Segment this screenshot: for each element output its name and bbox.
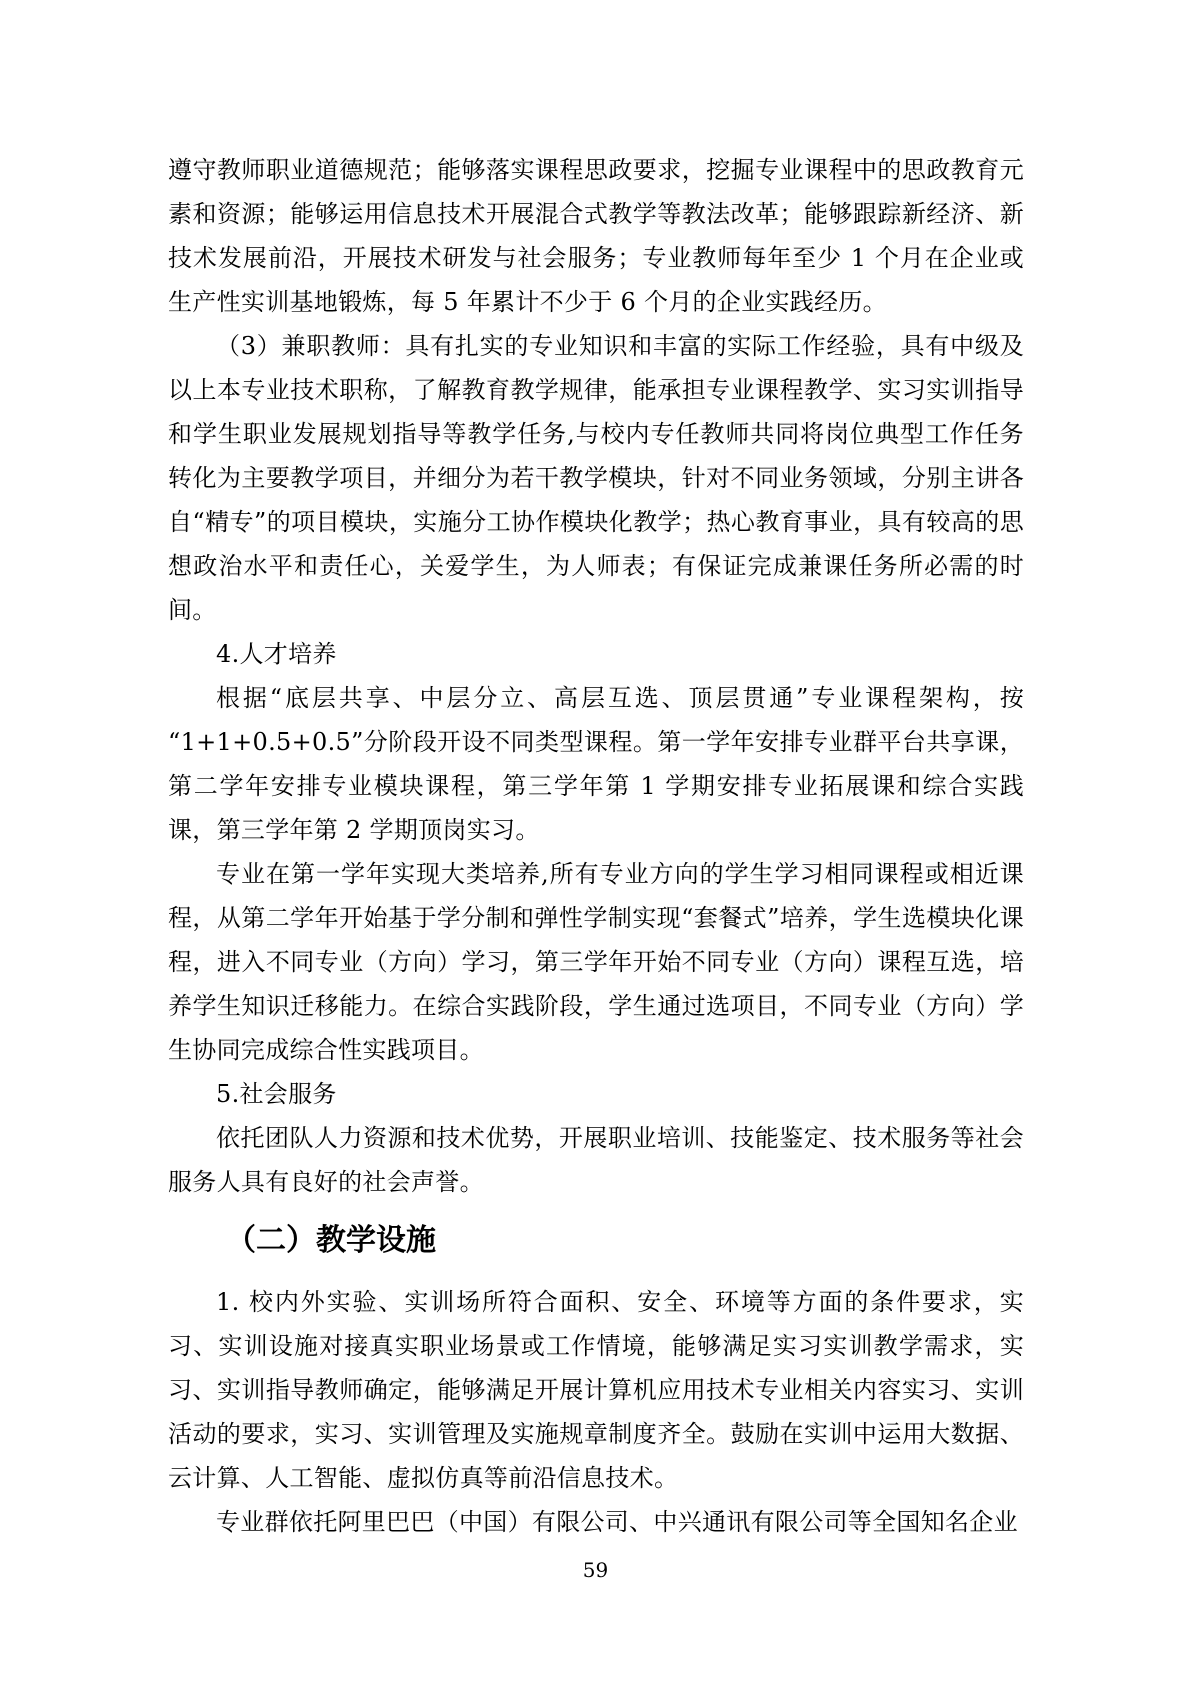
paragraph: 根据“底层共享、中层分立、高层互选、顶层贯通”专业课程架构，按“1+1+0.5+0.5”分阶段开设不同类型课程。第一学年安排专业群平台共享课，第二学年安排专业模块课程，第三学年第 1 学期安排专业拓展课和综合实践课，第三学年第 2 学期顶岗实习。 xyxy=(168,684,1024,844)
page-number: 59 xyxy=(582,1558,609,1582)
paragraph: 5.社会服务 xyxy=(216,1080,337,1108)
document-body xyxy=(168,148,1024,1544)
paragraph: 专业群依托阿里巴巴（中国）有限公司、中兴通讯有限公司等全国知名企业 xyxy=(216,1508,1018,1536)
paragraph: （3）兼职教师：具有扎实的专业知识和丰富的实际工作经验，具有中级及以上本专业技术职称，了解教育教学规律，能承担专业课程教学、实习实训指导和学生职业发展规划指导等教学任务,与校内专任教师共同将岗位典型工作任务转化为主要教学项目，并细分为若干教学模块，针对不同业务领域，分别主讲各自“精专”的项目模块，实施分工协作模块化教学；热心教育事业，具有较高的思想政治水平和责任心，关爱学生，为人师表；有保证完成兼课任务所必需的时间。 xyxy=(168,332,1024,624)
section-heading: （二）教学设施 xyxy=(226,1223,436,1258)
paragraph: 1. 校内外实验、实训场所符合面积、安全、环境等方面的条件要求，实习、实训设施对接真实职业场景或工作情境，能够满足实习实训教学需求，实习、实训指导教师确定，能够满足开展计算机应用技术专业相关内容实习、实训活动的要求，实习、实训管理及实施规章制度齐全。鼓励在实训中运用大数据、云计算、人工智能、虚拟仿真等前沿信息技术。 xyxy=(168,1288,1024,1492)
paragraph: 专业在第一学年实现大类培养,所有专业方向的学生学习相同课程或相近课程，从第二学年开始基于学分制和弹性学制实现“套餐式”培养，学生选模块化课程，进入不同专业（方向）学习，第三学年开始不同专业（方向）课程互选，培养学生知识迁移能力。在综合实践阶段，学生通过选项目，不同专业（方向）学生协同完成综合性实践项目。 xyxy=(168,860,1024,1064)
paragraph: 遵守教师职业道德规范；能够落实课程思政要求，挖掘专业课程中的思政教育元素和资源；能够运用信息技术开展混合式教学等教法改革；能够跟踪新经济、新技术发展前沿，开展技术研发与社会服务；专业教师每年至少 1 个月在企业或生产性实训基地锻炼，每 5 年累计不少于 6 个月的企业实践经历。 xyxy=(168,156,1024,316)
paragraph: 依托团队人力资源和技术优势，开展职业培训、技能鉴定、技术服务等社会服务人具有良好的社会声誉。 xyxy=(168,1124,1024,1196)
paragraph: 4.人才培养 xyxy=(216,640,337,668)
